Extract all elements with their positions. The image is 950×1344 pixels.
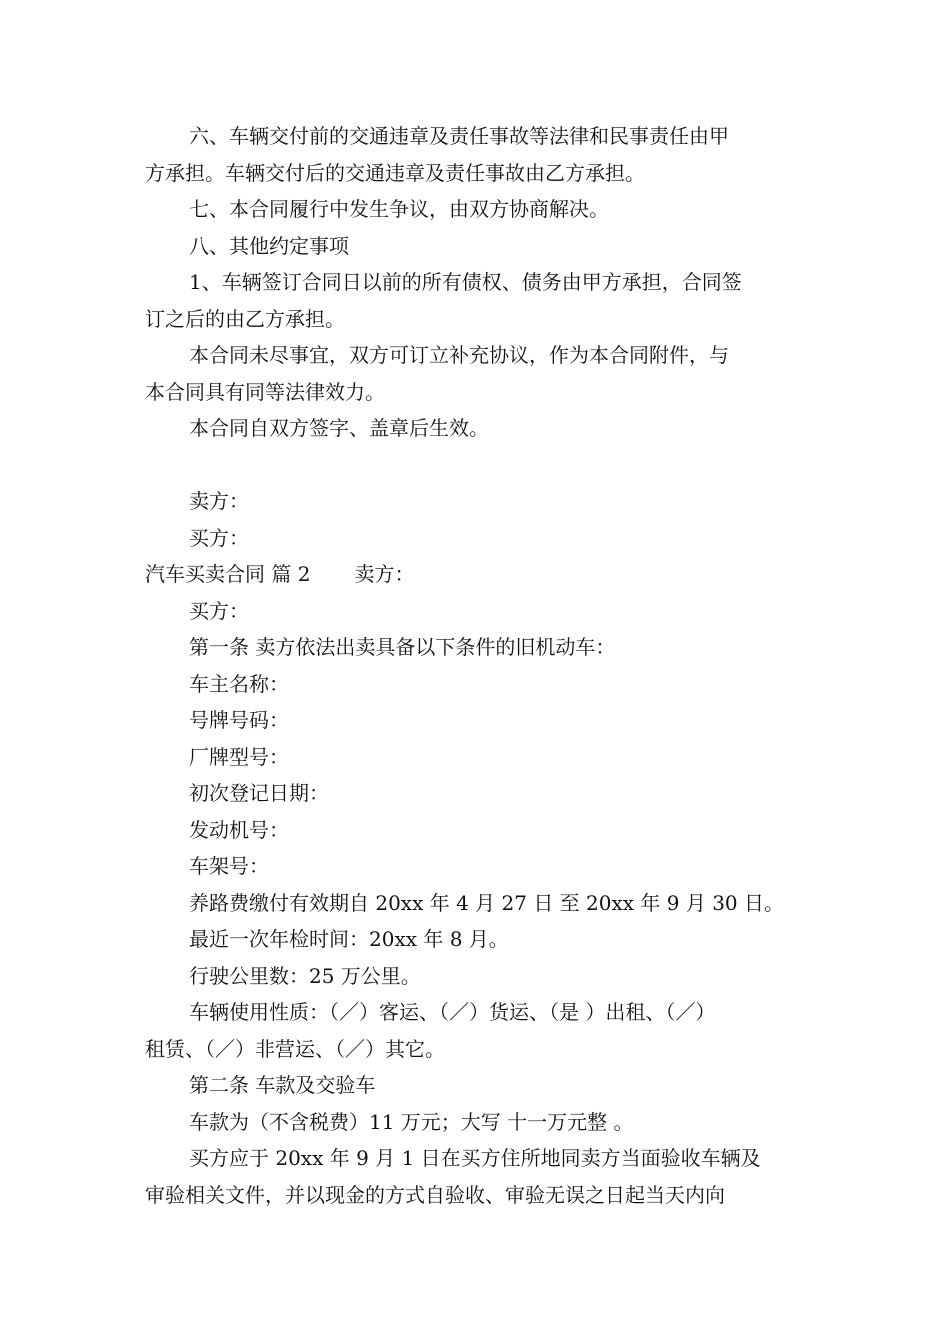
document-page <box>145 118 810 1213</box>
effective-clause: 本合同自双方签字、盖章后生效。 <box>189 416 489 440</box>
seller-label-2: 卖方： <box>354 562 415 586</box>
blank-line <box>145 447 810 484</box>
buyer-label-2: 买方： <box>189 598 249 623</box>
paragraph-8: 八、其他约定事项 <box>189 233 349 258</box>
paragraph-6-line-2: 方承担。车辆交付后的交通违章及责任事故由乙方承担。 <box>145 160 645 185</box>
first-registration-field: 初次登记日期： <box>189 781 329 805</box>
delivery-line-1: 买方应于 20xx 年 9 月 1 日在买方住所地同卖方当面验收车辆及 <box>189 1146 761 1170</box>
mileage-field: 行驶公里数：25 万公里。 <box>189 963 421 988</box>
article-1: 第一条 卖方依法出卖具备以下条件的旧机动车： <box>189 635 616 659</box>
supplement-line-2: 本合同具有同等法律效力。 <box>145 379 385 404</box>
buyer-label: 买方： <box>189 525 249 550</box>
clause-1-line-1: 1、车辆签订合同日以前的所有债权、债务由甲方承担，合同签 <box>189 270 742 294</box>
seller-label: 卖方： <box>189 489 249 513</box>
engine-number-field: 发动机号： <box>189 817 289 842</box>
frame-number-field: 车架号： <box>189 854 269 878</box>
usage-line-2: 租赁、（／）非营运、（／）其它。 <box>145 1036 445 1061</box>
price-field: 车款为（不含税费）11 万元；大写 十一万元整 。 <box>189 1109 634 1134</box>
supplement-line-1: 本合同未尽事宜，双方可订立补充协议，作为本合同附件，与 <box>189 343 729 367</box>
plate-number-field: 号牌号码： <box>189 708 289 732</box>
contract-2-heading: 汽车买卖合同 篇 2 <box>145 562 311 586</box>
paragraph-6-line-1: 六、车辆交付前的交通违章及责任事故等法律和民事责任由甲 <box>189 124 729 148</box>
paragraph-7: 七、本合同履行中发生争议，由双方协商解决。 <box>189 197 609 221</box>
usage-line-1: 车辆使用性质：（／）客运、（／）货运、（是 ）出租、（／） <box>189 1000 716 1024</box>
last-inspection-field: 最近一次年检时间：20xx 年 8 月。 <box>189 927 509 951</box>
owner-name-field: 车主名称： <box>189 671 289 696</box>
road-fee-field: 养路费缴付有效期自 20xx 年 4 月 27 日 至 20xx 年 9 月 30 日。 <box>189 890 785 915</box>
model-field: 厂牌型号： <box>189 744 289 769</box>
article-2: 第二条 车款及交验车 <box>189 1073 376 1097</box>
contract-2-heading-line <box>145 556 810 593</box>
clause-1-line-2: 订之后的由乙方承担。 <box>145 306 345 331</box>
delivery-line-2: 审验相关文件，并以现金的方式自验收、审验无误之日起当天内向 <box>145 1182 725 1207</box>
